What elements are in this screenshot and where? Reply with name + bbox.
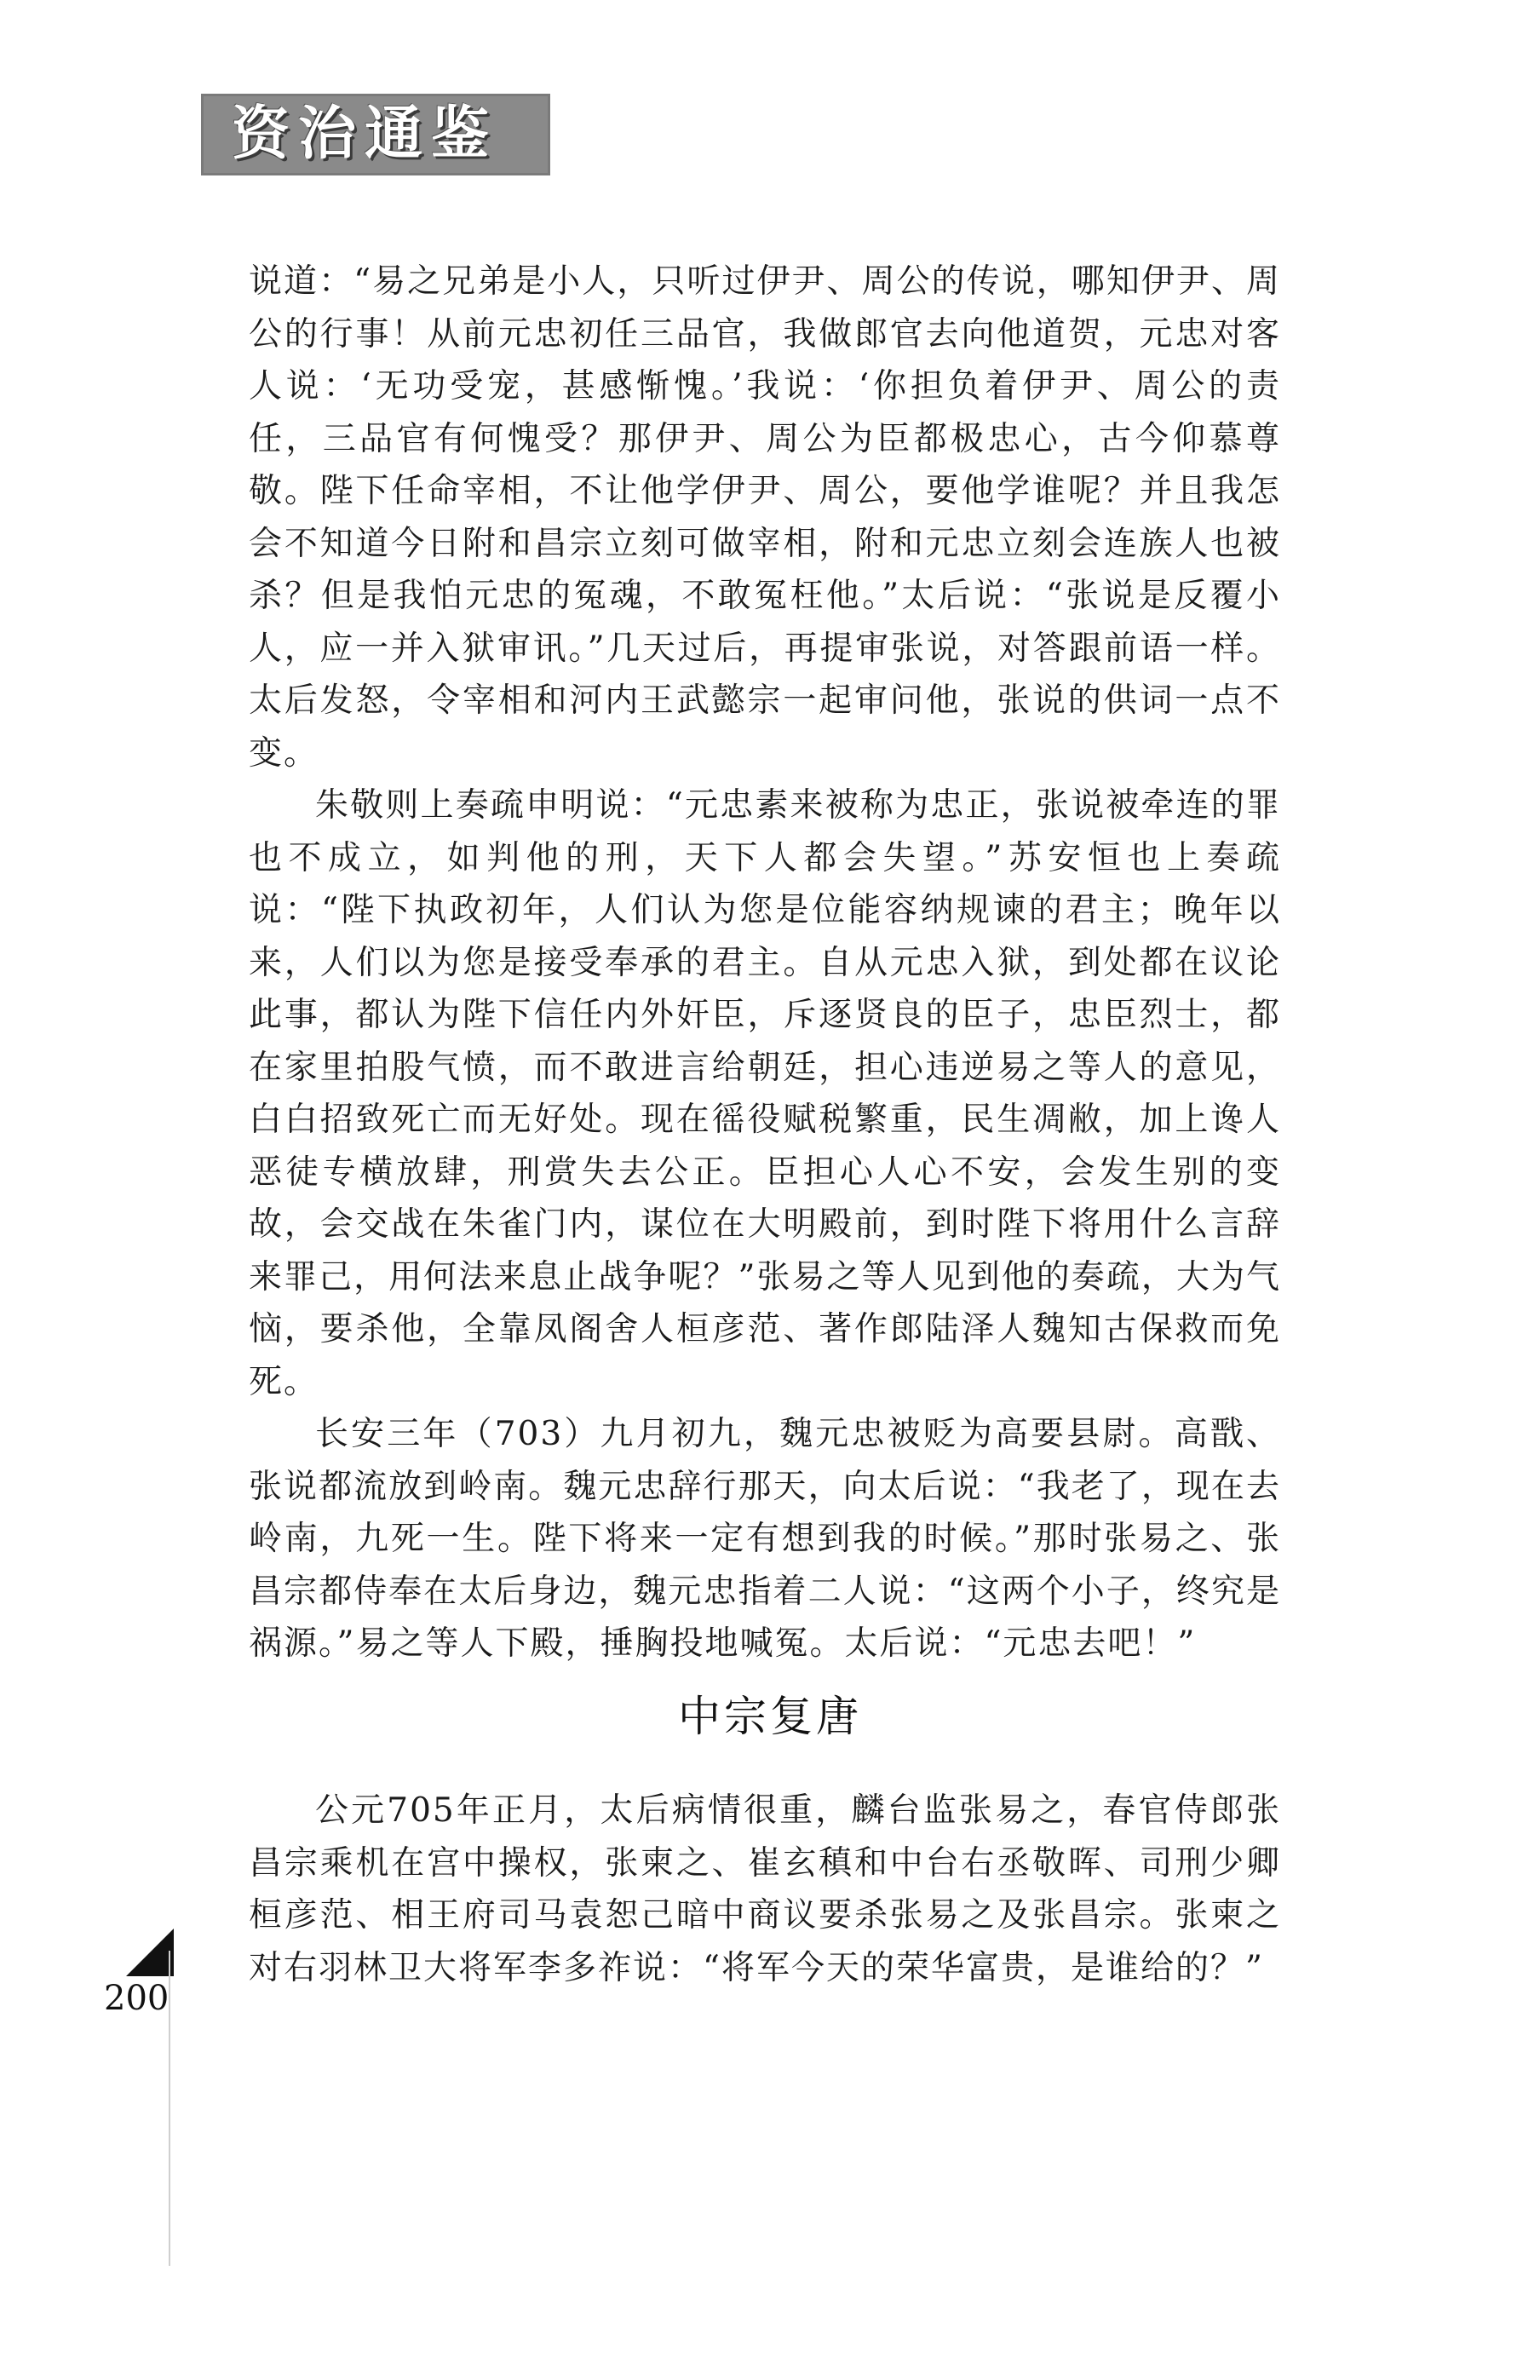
page-number: 200	[104, 1979, 170, 2018]
paragraph: 公元705年正月，太后病情很重，麟台监张易之，春官侍郎张昌宗乘机在宫中操权，张柬之、崔玄稹和中台右丞敬晖、司刑少卿桓彦范、相王府司马袁恕己暗中商议要杀张易之及张昌宗。张柬之对右羽林卫大将军李多祚说：“将军今天的荣华富贵，是谁给的？”	[249, 1791, 1281, 1987]
paragraph: 说道：“易之兄弟是小人，只听过伊尹、周公的传说，哪知伊尹、周公的行事！从前元忠初任三品官，我做郎官去向他道贺，元忠对客人说：‘无功受宠，甚感惭愧。’我说：‘你担负着伊尹、周公的责任，三品官有何愧受？那伊尹、周公为臣都极忠心，古今仰慕尊敬。陛下任命宰相，不让他学伊尹、周公，要他学谁呢？并且我怎会不知道今日附和昌宗立刻可做宰相，附和元忠立刻会连族人也被杀？但是我怕元忠的冤魂，不敢冤枉他。”太后说：“张说是反覆小人，应一并入狱审讯。”几天过后，再提审张说，对答跟前语一样。太后发怒，令宰相和河内王武懿宗一起审问他，张说的供词一点不变。	[249, 262, 1281, 773]
book-title: 资治通鉴	[232, 101, 498, 168]
paragraph: 长安三年（703）九月初九，魏元忠被贬为高要县尉。高戬、张说都流放到岭南。魏元忠辞行那天，向太后说：“我老了，现在去岭南，九死一生。陛下将来一定有想到我的时候。”那时张易之、张昌宗都侍奉在太后身边，魏元忠指着二人说：“这两个小子，终究是祸源。”易之等人下殿，捶胸投地喊冤。太后说：“元忠去吧！”	[249, 1415, 1281, 1663]
corner-triangle-icon	[126, 1929, 174, 1976]
section-text	[249, 1785, 1281, 1994]
section-heading: 中宗复唐	[678, 1692, 862, 1741]
paragraph: 朱敬则上奏疏申明说：“元忠素来被称为忠正，张说被牵连的罪也不成立，如判他的刑，天下人都会失望。”苏安恒也上奏疏说：“陛下执政初年，人们认为您是位能容纳规谏的君主；晚年以来，人们以为您是接受奉承的君主。自从元忠入狱，到处都在议论此事，都认为陛下信任内外奸臣，斥逐贤良的臣子，忠臣烈士，都在家里拍股气愤，而不敢进言给朝廷，担心违逆易之等人的意见，白白招致死亡而无好处。现在徭役赋税繁重，民生凋敝，加上谗人恶徒专横放肆，刑赏失去公正。臣担心人心不安，会发生别的变故，会交战在朱雀门内，谋位在大明殿前，到时陛下将用什么言辞来罪己，用何法来息止战争呢？”张易之等人见到他的奏疏，大为气恼，要杀他，全靠凤阁舍人桓彦范、著作郎陆泽人魏知古保救而免死。	[249, 786, 1281, 1401]
main-text	[249, 256, 1281, 1670]
margin-rule	[169, 1951, 170, 2266]
